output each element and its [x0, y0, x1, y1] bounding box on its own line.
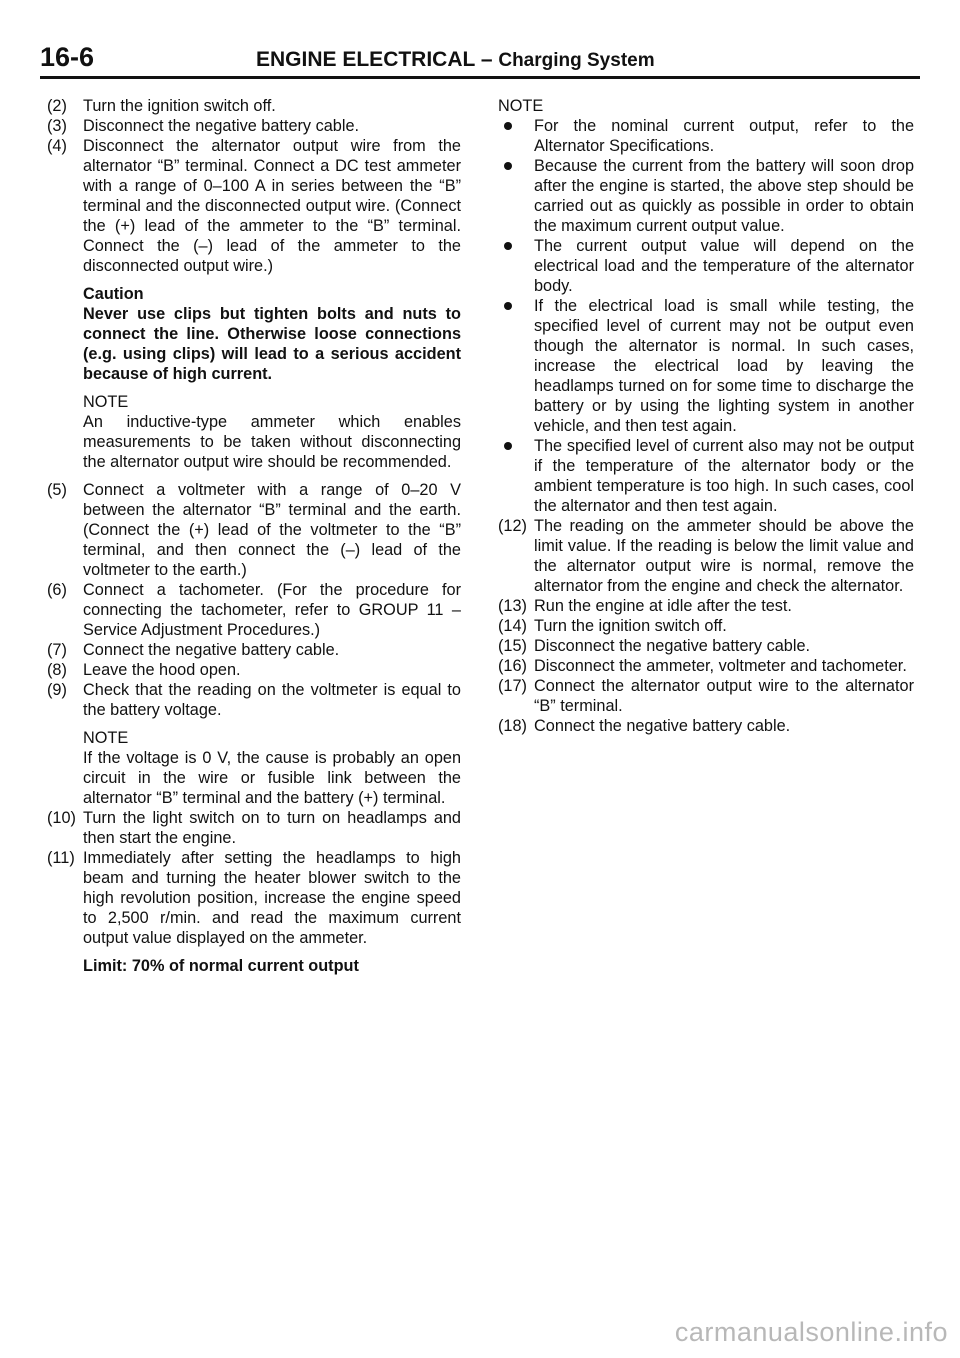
- step-11: [47, 848, 461, 948]
- step-12: [498, 516, 914, 596]
- step-6: [47, 580, 461, 640]
- note-title: NOTE: [83, 393, 129, 411]
- step-2: [47, 96, 461, 116]
- limit-value: Limit: 70% of normal current output: [83, 957, 359, 975]
- step-10: [47, 808, 461, 848]
- note-block: [47, 392, 461, 472]
- step-number: (18): [498, 717, 527, 735]
- step-number: (12): [498, 517, 527, 535]
- note-block: [47, 728, 461, 808]
- header-rule: [40, 76, 920, 79]
- bullet-text: The current output value will depend on the electrical load and the temperature of the alternator body.: [534, 237, 914, 295]
- step-15: [498, 636, 914, 656]
- bullet-dot-icon: [504, 242, 512, 250]
- step-4: [47, 136, 461, 276]
- note-bullet: [498, 296, 914, 436]
- step-group: [47, 480, 461, 720]
- step-text: The reading on the ammeter should be above the limit value. If the reading is below the limit value and the alternator output wire is normal, remove the alternator from the engine and check the alternator.: [534, 517, 914, 595]
- page-number: 16-6: [40, 42, 95, 72]
- step-number: (3): [47, 117, 67, 135]
- step-text: Turn the light switch on to turn on headlamps and then start the engine.: [83, 809, 461, 847]
- page-header: [40, 42, 920, 76]
- note-bullets: [498, 116, 914, 516]
- step-number: (6): [47, 581, 67, 599]
- bullet-text: Because the current from the battery will soon drop after the engine is started, the above step should be carried out as quickly as possible in order to obtain the maximum current output value.: [534, 157, 914, 235]
- bullet-dot-icon: [504, 122, 512, 130]
- step-text: Disconnect the ammeter, voltmeter and tachometer.: [534, 657, 907, 675]
- step-number: (13): [498, 597, 527, 615]
- bullet-text: The specified level of current also may not be output if the temperature of the alternator body or the ambient temperature is too high. In such cases, cool the alternator and then test again.: [534, 437, 914, 515]
- step-text: Immediately after setting the headlamps to high beam and turning the heater blower switch to the high revolution position, increase the engine speed to 2,500 r/min. and read the maximum current output value displayed on the ammeter.: [83, 849, 461, 947]
- step-5: [47, 480, 461, 580]
- step-text: Connect the negative battery cable.: [83, 641, 340, 659]
- step-13: [498, 596, 914, 616]
- step-number: (17): [498, 677, 527, 695]
- step-text: Connect a voltmeter with a range of 0–20 V between the alternator “B” terminal and the earth. (Connect the (+) lead of the voltmeter to the “B” terminal, and then connect the (–) lead of the voltmeter to the earth.): [83, 481, 461, 579]
- step-number: (9): [47, 681, 67, 699]
- caution-text: Never use clips but tighten bolts and nuts to connect the line. Otherwise loose connections (e.g. using clips) will lead to a serious accident because of high current.: [83, 305, 461, 383]
- step-14: [498, 616, 914, 636]
- page-title: [256, 48, 655, 72]
- step-8: [47, 660, 461, 680]
- step-text: Disconnect the negative battery cable.: [83, 117, 360, 135]
- title-separator: –: [480, 48, 493, 71]
- left-column: [47, 96, 461, 976]
- step-text: Connect the alternator output wire to the alternator “B” terminal.: [534, 677, 914, 715]
- step-number: (7): [47, 641, 67, 659]
- section-title: ENGINE ELECTRICAL: [256, 48, 475, 71]
- note-bullet: [498, 116, 914, 156]
- step-number: (10): [47, 809, 76, 827]
- step-text: Disconnect the alternator output wire from the alternator “B” terminal. Connect a DC test ammeter with a range of 0–100 A in series between the “B” terminal and the disconnected output wire. (Connect the (+) lead of the ammeter to the “B” terminal. Connect the (–) lead of the ammeter to the disconnected output wire.): [83, 137, 461, 275]
- bullet-dot-icon: [504, 162, 512, 170]
- step-text: Turn the ignition switch off.: [83, 97, 276, 115]
- step-9: [47, 680, 461, 720]
- caution-block: [47, 284, 461, 384]
- note-text: If the voltage is 0 V, the cause is probably an open circuit in the wire or fusible link between the alternator “B” terminal and the battery (+) terminal.: [83, 749, 461, 807]
- note-title: NOTE: [83, 729, 129, 747]
- note-bullet: [498, 436, 914, 516]
- bullet-text: If the electrical load is small while testing, the specified level of current may not be output even though the alternator is normal. In such cases, increase the electrical load by leaving the headlamps turned on for some time to discharge the battery or by using the lighting system in another vehicle, and then test again.: [534, 297, 914, 435]
- step-text: Check that the reading on the voltmeter is equal to the battery voltage.: [83, 681, 461, 719]
- section-subtitle: Charging System: [498, 50, 655, 71]
- watermark: carmanualsonline.info: [674, 1317, 948, 1347]
- note-text: An inductive-type ammeter which enables measurements to be taken without disconnecting the alternator output wire should be recommended.: [83, 413, 461, 471]
- step-number: (2): [47, 97, 67, 115]
- step-number: (16): [498, 657, 527, 675]
- bullet-text: For the nominal current output, refer to the Alternator Specifications.: [534, 117, 914, 155]
- step-text: Run the engine at idle after the test.: [534, 597, 792, 615]
- note-bullet: [498, 156, 914, 236]
- step-number: (5): [47, 481, 67, 499]
- bullet-dot-icon: [504, 442, 512, 450]
- step-number: (11): [47, 849, 75, 867]
- step-text: Connect the negative battery cable.: [534, 717, 791, 735]
- step-3: [47, 116, 461, 136]
- bullet-dot-icon: [504, 302, 512, 310]
- caution-title: Caution: [83, 285, 144, 303]
- step-17: [498, 676, 914, 716]
- step-text: Connect a tachometer. (For the procedure for connecting the tachometer, refer to GROUP 11 – Service Adjustment Procedures.): [83, 581, 461, 639]
- step-text: Leave the hood open.: [83, 661, 241, 679]
- note-title: NOTE: [498, 97, 544, 115]
- step-text: Disconnect the negative battery cable.: [534, 637, 811, 655]
- note-bullet: [498, 236, 914, 296]
- step-16: [498, 656, 914, 676]
- step-18: [498, 716, 914, 736]
- right-column: [498, 96, 914, 736]
- step-text: Turn the ignition switch off.: [534, 617, 727, 635]
- step-number: (4): [47, 137, 67, 155]
- step-number: (14): [498, 617, 527, 635]
- step-7: [47, 640, 461, 660]
- step-number: (15): [498, 637, 527, 655]
- step-number: (8): [47, 661, 67, 679]
